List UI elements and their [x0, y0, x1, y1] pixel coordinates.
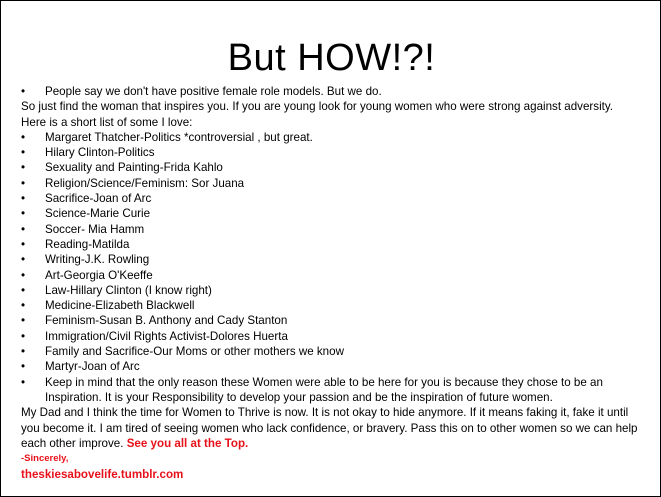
- list-item-text: Margaret Thatcher-Politics *controversial , but great.: [45, 130, 313, 144]
- signoff: -Sincerely,: [21, 453, 69, 465]
- intro-paragraph: So just find the woman that inspires you. If you are young look for young women who were strong against adversity. Here is a short list of some I love:: [21, 100, 614, 129]
- role-model-list: [21, 130, 641, 375]
- list-item-text: Feminism-Susan B. Anthony and Cady Stanton: [45, 314, 288, 328]
- list-item-text: Sacrifice-Joan of Arc: [45, 192, 152, 206]
- bullet-icon: •: [21, 85, 26, 98]
- list-item-text: Religion/Science/Feminism: Sor Juana: [45, 176, 245, 190]
- bullet-icon: •: [21, 299, 26, 313]
- list-item: [21, 160, 641, 175]
- bullet-icon: •: [21, 329, 26, 343]
- list-item-text: Art-Georgia O'Keeffe: [45, 268, 153, 282]
- list-item: [21, 359, 641, 374]
- list-item-text: Science-Marie Curie: [45, 207, 151, 221]
- list-item-text: Family and Sacrifice-Our Moms or other mothers we know: [45, 345, 344, 359]
- bullet-icon: •: [21, 375, 26, 389]
- signature-link: theskiesabovelife.tumblr.com: [21, 468, 184, 482]
- bullet-icon: •: [21, 360, 26, 374]
- intro-bullet: [21, 84, 641, 99]
- intro-bullet-text: People say we don't have positive female role models. But we do.: [45, 85, 382, 98]
- slide-body: [21, 84, 641, 483]
- bullet-icon: •: [21, 146, 26, 160]
- bullet-icon: •: [21, 345, 26, 359]
- list-item: [21, 206, 641, 221]
- list-item-text: Soccer- Mia Hamm: [45, 222, 145, 236]
- list-item-text: Medicine-Elizabeth Blackwell: [45, 299, 195, 313]
- bullet-icon: •: [21, 268, 26, 282]
- bullet-icon: •: [21, 161, 26, 175]
- list-item-text: Law-Hillary Clinton (I know right): [45, 283, 212, 297]
- list-item: [21, 298, 641, 313]
- bullet-icon: •: [21, 237, 26, 251]
- list-item-text: Hilary Clinton-Politics: [45, 146, 155, 160]
- list-item: [21, 268, 641, 283]
- list-item: [21, 329, 641, 344]
- bullet-icon: •: [21, 222, 26, 236]
- final-highlight: See you all at the Top.: [126, 436, 249, 450]
- list-item: [21, 313, 641, 328]
- list-item: [21, 176, 641, 191]
- list-item: [21, 344, 641, 359]
- bullet-icon: •: [21, 283, 26, 297]
- list-item: [21, 145, 641, 160]
- list-item: [21, 252, 641, 267]
- list-item: [21, 130, 641, 145]
- closing-bullet-text: Keep in mind that the only reason these Women were able to be here for you is because they chose to be an Inspiration. It is your Responsibility to develop your passion and be the inspiration of future women.: [45, 375, 603, 404]
- bullet-icon: •: [21, 253, 26, 267]
- slide-title: But HOW!?!: [227, 37, 436, 79]
- bullet-icon: •: [21, 176, 26, 190]
- bullet-icon: •: [21, 314, 26, 328]
- list-item: [21, 222, 641, 237]
- list-item: [21, 283, 641, 298]
- final-paragraph: [21, 405, 641, 451]
- list-item-text: Sexuality and Painting-Frida Kahlo: [45, 161, 223, 175]
- list-item-text: Martyr-Joan of Arc: [45, 360, 140, 374]
- bullet-icon: •: [21, 130, 26, 144]
- final-paragraph-text: My Dad and I think the time for Women to Thrive is now. It is not okay to hide anymore. If it means faking it, fake it until you become it. I am tired of seeing women who lack confidence, or bravery. Pass this on to other women so we can help each other improve.: [21, 406, 638, 450]
- bullet-icon: •: [21, 207, 26, 221]
- list-item-text: Immigration/Civil Rights Activist-Dolores Huerta: [45, 329, 288, 343]
- closing-bullet: [21, 375, 641, 406]
- bullet-icon: •: [21, 192, 26, 206]
- list-item: [21, 237, 641, 252]
- list-item-text: Writing-J.K. Rowling: [45, 253, 150, 267]
- list-item-text: Reading-Matilda: [45, 237, 130, 251]
- list-item: [21, 191, 641, 206]
